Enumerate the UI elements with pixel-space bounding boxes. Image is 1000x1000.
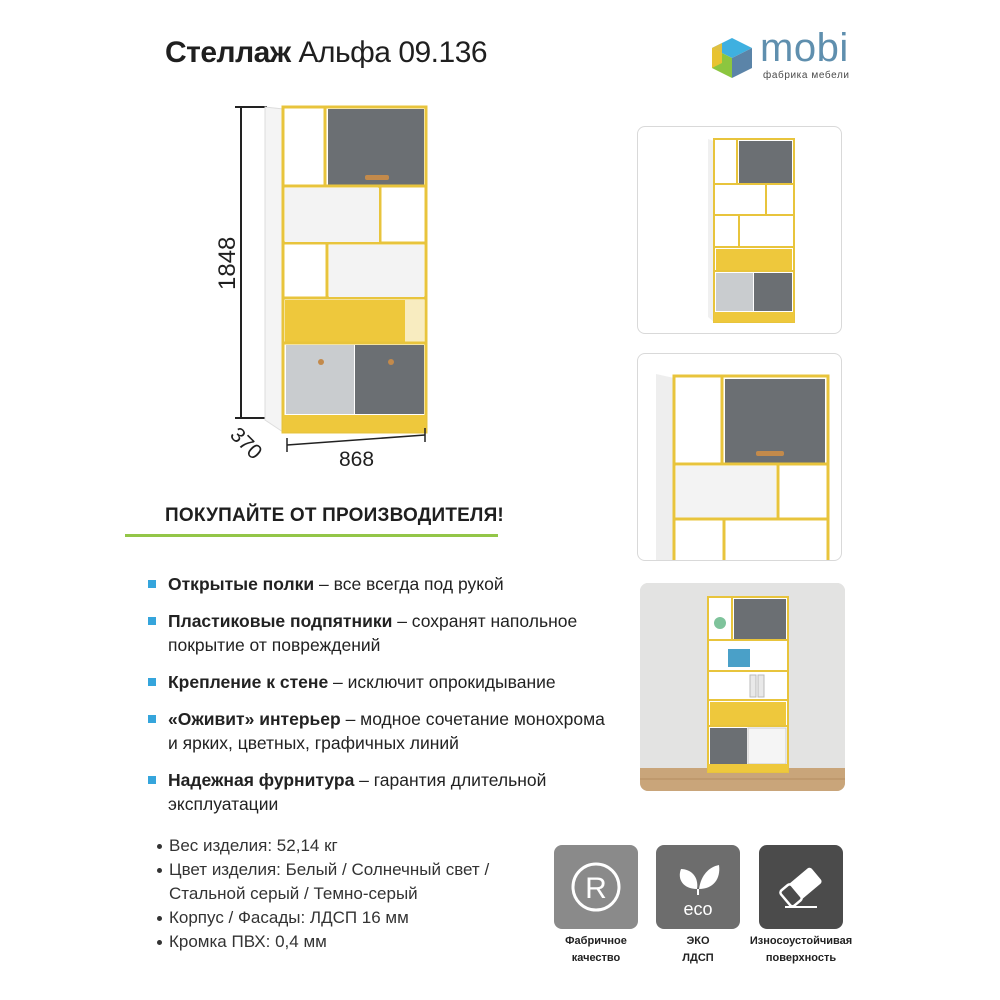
spec-color: Цвет изделия: Белый / Солнечный свет /: [157, 858, 577, 882]
svg-text:R: R: [585, 872, 607, 905]
quality-badge-label: Фабричное качество: [565, 935, 627, 964]
brand-subtitle: фабрика мебели: [763, 70, 850, 81]
feature-item: Надежная фурнитура – гарантия длительной эксплуатации: [148, 768, 618, 816]
height-label-wrap: [214, 236, 254, 330]
product-thumbnail-front[interactable]: [637, 126, 842, 334]
mobi-cube-logo-icon: [710, 36, 754, 80]
bullet-icon: [148, 617, 156, 625]
product-thumbnail-interior[interactable]: [640, 583, 845, 791]
durability-badge: [759, 845, 843, 929]
spec-weight: Вес изделия: 52,14 кг: [157, 834, 577, 858]
quality-badge: [554, 845, 638, 929]
shelf-front-image: [638, 127, 841, 333]
width-dimension-label: 868: [339, 448, 375, 471]
durability-badge-label: Износоустойчивая поверхность: [749, 935, 853, 964]
feature-item: Пластиковые подпятники – сохранят напольное покрытие от повреждений: [148, 609, 618, 657]
interior-photo-image: [640, 583, 845, 791]
feature-item: Открытые полки – все всегда под рукой: [148, 572, 618, 596]
depth-dimension-label: 370: [225, 423, 267, 465]
shelf-closeup-image: [638, 354, 841, 560]
registered-icon: [566, 857, 626, 917]
slogan: ПОКУПАЙТЕ ОТ ПРОИЗВОДИТЕЛЯ!: [165, 505, 504, 526]
eco-badge: [656, 845, 740, 929]
bullet-icon: [148, 678, 156, 686]
feature-item: Крепление к стене – исключит опрокидывание: [148, 670, 618, 694]
bullet-icon: [148, 715, 156, 723]
height-dimension-label: 1848: [214, 236, 241, 290]
brand-name: mobi: [760, 26, 849, 70]
spec-color-cont: Стальной серый / Темно-серый: [169, 884, 418, 903]
shelf-dimension-drawing: [215, 95, 445, 475]
eraser-icon: [771, 857, 831, 917]
spec-body: Корпус / Фасады: ЛДСП 16 мм: [157, 906, 577, 930]
bullet-icon: [148, 580, 156, 588]
product-title: Стеллаж Альфа 09.136: [165, 36, 488, 69]
feature-item: «Оживит» интерьер – модное сочетание монохрома и ярких, цветных, графичных линий: [148, 707, 618, 755]
specs-list: [157, 834, 577, 954]
bullet-icon: [148, 776, 156, 784]
features-list: [148, 572, 618, 829]
spec-edge: Кромка ПВХ: 0,4 мм: [157, 930, 577, 954]
eco-icon-text: eco: [683, 899, 713, 919]
eco-badge-label: ЭКО ЛДСП: [682, 935, 714, 964]
product-thumbnail-closeup[interactable]: [637, 353, 842, 561]
slogan-underline: [125, 534, 498, 537]
eco-leaves-icon: [663, 851, 733, 923]
